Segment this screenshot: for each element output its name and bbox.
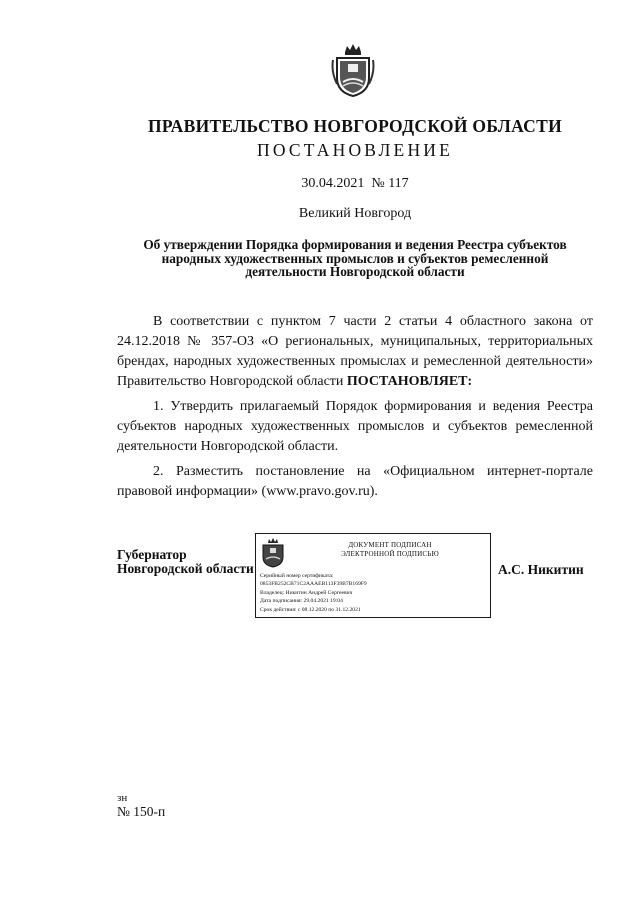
novgorod-coat-of-arms-icon	[331, 42, 375, 98]
item-paragraph-2: 2. Разместить постановление на «Официальном интернет-портале правовой информации» (www.pravo.gov.ru).	[117, 464, 593, 499]
preamble-text: В соответствии с пунктом 7 части 2 статьи 4 областного закона от 24.12.2018 № 357-ОЗ «О региональных, муниципальных, территориальных брендах, народных художественных промыслах и ремесленной деятельности» Правительство Новгородской области	[117, 314, 593, 389]
stamp-coat-of-arms-icon	[260, 538, 286, 568]
item-paragraph-1: 1. Утвердить прилагаемый Порядок формирования и ведения Реестра субъектов народных художественных промыслов и субъектов ремесленной деятельности Новгородской области.	[117, 399, 593, 454]
title-line: деятельности Новгородской области	[245, 264, 465, 279]
number-sign: №	[371, 176, 385, 191]
serial-label: Серийный номер сертификата:	[260, 573, 334, 579]
serial-number: 0853FB252CB71C2AAAEB113F39B7B169F9	[260, 581, 367, 588]
document-title	[120, 238, 590, 279]
document-date-number	[35, 176, 640, 192]
document-date: 30.04.2021	[301, 176, 365, 191]
signatory-name: А.С. Никитин	[498, 562, 584, 577]
stamp-title-line: ДОКУМЕНТ ПОДПИСАН	[348, 541, 432, 549]
stamp-title	[292, 541, 488, 559]
signatory-position	[117, 548, 254, 576]
validity-period: Срок действия: с 08.12.2020 по 31.12.2021	[260, 606, 361, 613]
position-line: Новгородской области	[117, 561, 254, 576]
title-line: Об утверждении Порядка формирования и ведения Реестра субъектов	[143, 237, 567, 252]
owner: Владелец: Никитин Андрей Сергеевич	[260, 589, 353, 596]
position-line: Губернатор	[117, 547, 187, 562]
city: Великий Новгород	[298, 206, 412, 221]
preamble-paragraph	[117, 312, 593, 392]
stamp-title-line: ЭЛЕКТРОННОЙ ПОДПИСЬЮ	[341, 550, 439, 558]
document-body	[117, 312, 593, 502]
stamp-details	[260, 572, 488, 614]
title-line: народных художественных промыслов и субъектов ремесленной	[161, 250, 549, 266]
document-number: 117	[388, 176, 409, 191]
preamble-decree-word: ПОСТАНОВЛЯЕТ:	[346, 374, 473, 389]
electronic-signature-stamp	[255, 533, 491, 618]
signed-date: Дата подписания: 29.04.2021 19:04	[260, 598, 343, 605]
footer-number: № 150-п	[117, 804, 166, 819]
document-type: ПОСТАНОВЛЕНИЕ	[256, 140, 454, 160]
government-name: ПРАВИТЕЛЬСТВО НОВГОРОДСКОЙ ОБЛАСТИ	[148, 116, 562, 136]
footer-code: зн	[117, 792, 128, 804]
